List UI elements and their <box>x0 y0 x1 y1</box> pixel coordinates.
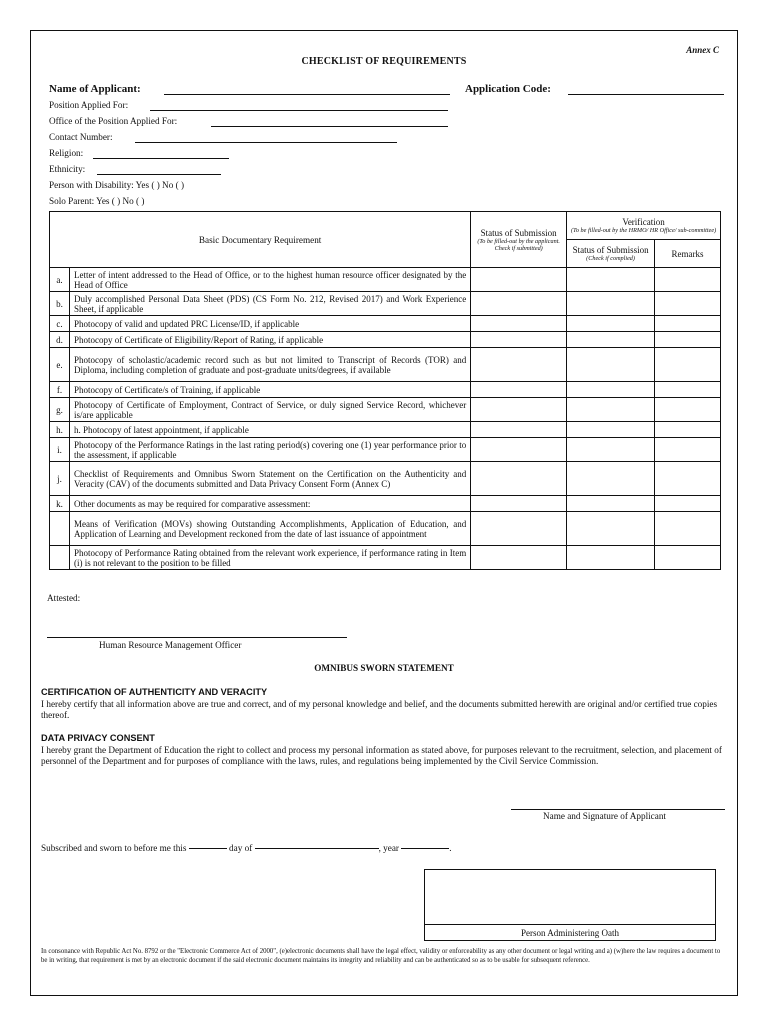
requirement-letter: e. <box>50 348 70 382</box>
page-title: CHECKLIST OF REQUIREMENTS <box>301 56 467 67</box>
requirement-row <box>50 496 721 512</box>
requirement-letter: a. <box>50 268 70 292</box>
verification-checkbox[interactable] <box>567 332 655 348</box>
verification-checkbox[interactable] <box>567 268 655 292</box>
cav-title: CERTIFICATION OF AUTHENTICITY AND VERACITY <box>41 687 268 697</box>
status-checkbox[interactable] <box>471 398 567 422</box>
application-code-label: Application Code: <box>465 83 551 95</box>
requirement-text: Photocopy of Certificate of Eligibility/Report of Rating, if applicable <box>69 332 470 348</box>
sworn-prefix: Subscribed and sworn to before me this <box>41 843 187 853</box>
remarks-cell[interactable] <box>655 398 721 422</box>
position-applied-label: Position Applied For: <box>49 100 129 110</box>
requirement-row <box>50 382 721 398</box>
position-applied-field[interactable] <box>150 110 448 111</box>
verification-checkbox[interactable] <box>567 382 655 398</box>
dpc-text: I hereby grant the Department of Education the right to collect and process my personal information as stated above, for purposes relevant to the recruitment, selection, and placement of personnel of the Department and for purposes of compliance with the laws, rules, and regulations being implemented by the Civil Service Commission. <box>41 745 722 766</box>
verification-checkbox[interactable] <box>567 398 655 422</box>
application-code-field[interactable] <box>568 94 724 95</box>
requirement-row <box>50 462 721 496</box>
annex-label: Annex C <box>686 45 719 55</box>
requirement-text: Photocopy of Certificate of Employment, Contract of Service, or duly signed Service Record, whichever is/are applicable <box>69 398 470 422</box>
requirement-row <box>50 422 721 438</box>
header-ver-status-title: Status of Submission <box>572 245 649 255</box>
requirement-row <box>50 438 721 462</box>
header-status-submission <box>471 212 567 268</box>
contact-number-label: Contact Number: <box>49 132 113 142</box>
requirement-letter: f. <box>50 382 70 398</box>
oath-box[interactable] <box>424 869 716 941</box>
remarks-cell[interactable] <box>655 422 721 438</box>
remarks-cell[interactable] <box>655 496 721 512</box>
status-checkbox[interactable] <box>471 332 567 348</box>
ethnicity-label: Ethnicity: <box>49 164 86 174</box>
requirement-text: Photocopy of scholastic/academic record such as but not limited to Transcript of Records (TOR) and Diploma, including completion of graduate and post-graduate units/degrees, if available <box>69 348 470 382</box>
requirement-letter <box>50 512 70 546</box>
sworn-year-field[interactable] <box>401 848 449 849</box>
form-frame <box>30 30 738 996</box>
status-checkbox[interactable] <box>471 422 567 438</box>
requirement-text: Letter of intent addressed to the Head of Office, or to the highest human resource officer designated by the Head of Office <box>69 268 470 292</box>
applicant-signature-line[interactable] <box>511 809 725 810</box>
sworn-month-field[interactable] <box>255 848 379 849</box>
header-verification-note: (To be filled-out by the HRMO/ HR Office/ sub-committee) <box>570 227 717 234</box>
attested-label: Attested: <box>47 593 81 603</box>
solo-parent-label[interactable]: Solo Parent: Yes ( ) No ( ) <box>49 196 145 206</box>
status-checkbox[interactable] <box>471 348 567 382</box>
dpc-title: DATA PRIVACY CONSENT <box>41 733 155 743</box>
status-checkbox[interactable] <box>471 316 567 332</box>
remarks-cell[interactable] <box>655 438 721 462</box>
footer-note: In consonance with Republic Act No. 8792 or the "Electronic Commerce Act of 2000", (e)electronic documents shall have the legal effect, validity or enforceability as any other document or legal writing and a) (w)here the law requires a document to be in writing, that requirement is met by an electronic document if the said electronic document maintains its integrity and reliability and can be authenticated so as to be usable for subsequent reference. <box>41 948 721 964</box>
oath-label: Person Administering Oath <box>521 928 619 938</box>
status-checkbox[interactable] <box>471 292 567 316</box>
requirement-letter: c. <box>50 316 70 332</box>
name-of-applicant-field[interactable] <box>164 94 450 95</box>
requirement-text: Photocopy of Performance Rating obtained from the relevant work experience, if performance rating in Item (i) is not relevant to the position to be filled <box>69 546 470 570</box>
requirement-letter <box>50 546 70 570</box>
office-label: Office of the Position Applied For: <box>49 116 178 126</box>
oath-divider <box>425 924 715 925</box>
requirement-letter: h. <box>50 422 70 438</box>
verification-checkbox[interactable] <box>567 546 655 570</box>
status-checkbox[interactable] <box>471 496 567 512</box>
office-field[interactable] <box>211 126 448 127</box>
ethnicity-field[interactable] <box>97 174 221 175</box>
sworn-end: . <box>449 843 452 853</box>
requirement-letter: j. <box>50 462 70 496</box>
remarks-cell[interactable] <box>655 512 721 546</box>
requirement-text: Checklist of Requirements and Omnibus Sworn Statement on the Certification on the Authenticity and Veracity (CAV) of the documents submitted and Data Privacy Consent Form (Annex C) <box>69 462 470 496</box>
hrmo-label: Human Resource Management Officer <box>99 640 242 650</box>
contact-number-field[interactable] <box>135 142 397 143</box>
header-basic-requirement: Basic Documentary Requirement <box>50 212 471 268</box>
requirement-row <box>50 398 721 422</box>
requirement-row <box>50 316 721 332</box>
requirement-letter: k. <box>50 496 70 512</box>
verification-checkbox[interactable] <box>567 438 655 462</box>
requirement-row <box>50 332 721 348</box>
remarks-cell[interactable] <box>655 462 721 496</box>
requirement-letter: b. <box>50 292 70 316</box>
name-of-applicant-label: Name of Applicant: <box>49 83 141 95</box>
header-ver-status-note: (Check if complied) <box>586 255 635 262</box>
requirement-letter: g. <box>50 398 70 422</box>
verification-checkbox[interactable] <box>567 462 655 496</box>
requirement-text: h. Photocopy of latest appointment, if applicable <box>69 422 470 438</box>
requirement-text: Photocopy of the Performance Ratings in the last rating period(s) covering one (1) year performance prior to the assessment, if applicable <box>69 438 470 462</box>
requirement-row <box>50 268 721 292</box>
header-ver-status <box>567 240 655 268</box>
pwd-label[interactable]: Person with Disability: Yes ( ) No ( ) <box>49 180 185 190</box>
cav-text: I hereby certify that all information above are true and correct, and of my personal knowledge and belief, and the documents submitted herewith are original and/or certified true copies thereof. <box>41 699 718 720</box>
verification-checkbox[interactable] <box>567 422 655 438</box>
header-status-title: Status of Submission <box>480 227 557 238</box>
header-status-note: (To be filled-out by the applicant. Check if submitted) <box>477 237 560 252</box>
status-checkbox[interactable] <box>471 546 567 570</box>
requirements-body <box>50 268 721 570</box>
requirement-row <box>50 546 721 570</box>
applicant-signature-label: Name and Signature of Applicant <box>543 811 666 821</box>
verification-checkbox[interactable] <box>567 512 655 546</box>
status-checkbox[interactable] <box>471 382 567 398</box>
requirement-row <box>50 292 721 316</box>
sworn-day-label: day of <box>229 843 253 853</box>
remarks-cell[interactable] <box>655 268 721 292</box>
remarks-cell[interactable] <box>655 348 721 382</box>
sworn-statement <box>41 843 452 853</box>
requirement-letter: i. <box>50 438 70 462</box>
status-checkbox[interactable] <box>471 268 567 292</box>
header-verification <box>567 212 721 240</box>
religion-label: Religion: <box>49 148 84 158</box>
remarks-cell[interactable] <box>655 316 721 332</box>
hrmo-signature-line[interactable] <box>47 637 347 638</box>
remarks-cell[interactable] <box>655 332 721 348</box>
header-remarks: Remarks <box>655 240 721 268</box>
requirement-text: Duly accomplished Personal Data Sheet (PDS) (CS Form No. 212, Revised 2017) and Work Experience Sheet, if applicable <box>69 292 470 316</box>
remarks-cell[interactable] <box>655 382 721 398</box>
requirement-text: Means of Verification (MOVs) showing Outstanding Accomplishments, Application of Education, and Application of Learning and Development reckoned from the date of last issuance of appointment <box>69 512 470 546</box>
requirement-text: Photocopy of Certificate/s of Training, if applicable <box>69 382 470 398</box>
sworn-day-field[interactable] <box>189 848 227 849</box>
verification-checkbox[interactable] <box>567 316 655 332</box>
requirement-text: Other documents as may be required for comparative assessment: <box>69 496 470 512</box>
status-checkbox[interactable] <box>471 512 567 546</box>
status-checkbox[interactable] <box>471 438 567 462</box>
requirement-letter: d. <box>50 332 70 348</box>
header-verification-title: Verification <box>622 217 665 227</box>
requirements-table <box>49 211 721 570</box>
requirement-row <box>50 512 721 546</box>
omnibus-title: OMNIBUS SWORN STATEMENT <box>314 663 454 673</box>
verification-checkbox[interactable] <box>567 348 655 382</box>
remarks-cell[interactable] <box>655 292 721 316</box>
requirement-row <box>50 348 721 382</box>
religion-field[interactable] <box>93 158 229 159</box>
verification-checkbox[interactable] <box>567 292 655 316</box>
remarks-cell[interactable] <box>655 546 721 570</box>
status-checkbox[interactable] <box>471 462 567 496</box>
requirement-text: Photocopy of valid and updated PRC License/ID, if applicable <box>69 316 470 332</box>
verification-checkbox[interactable] <box>567 496 655 512</box>
sworn-year-label: , year <box>378 843 399 853</box>
